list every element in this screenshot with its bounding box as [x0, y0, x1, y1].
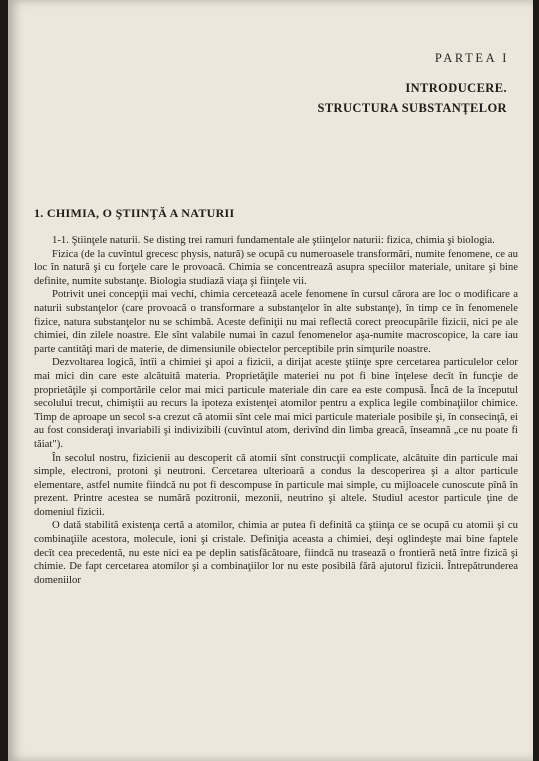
- chapter-title-line-2: STRUCTURA SUBSTANŢELOR: [317, 101, 507, 115]
- paragraph-3: Potrivit unei concepţii mai vechi, chimia cercetează acele fenomene în cursul cărora are loc o modificare a naturii substanţelor (care provoacă o transformare a substanţelor în alte substanţe), în timp ce în fenomenele fizice, natura substanţelor nu se schimbă. Aceste definiţii nu mai reflectă corect preocupările fizicii, nici pe ale chimiei, din zilele noastre. Ele sînt valabile numai în cazul fenomenelor aşa-numite macroscopice, la care iau parte cantităţi mari de materie, de dimensiunile obiectelor perceptibile prin simţurile noastre.: [34, 288, 518, 355]
- paragraph-5: În secolul nostru, fizicienii au descoperit că atomii sînt construcţii complicate, alcătuite din particule mai simple, electroni, protoni şi neutroni. Cercetarea ulterioară a condus la descoperirea şi a altor particule elementare, astfel numite fiindcă nu pot fi descompuse în particule mai simple, cu mijloacele cunoscute pînă în prezent. Printre acestea se numără pozitronii, mezonii, neutrino şi altele. Studiul acestor particule ţine de domeniul fizicii.: [34, 451, 518, 518]
- section-heading: [34, 206, 235, 221]
- paragraph-6: O dată stabilită existenţa certă a atomilor, chimia ar putea fi definită ca ştiinţa ce se ocupă cu atomii şi cu combinaţiile acestora, molecule, ioni şi cristale. Definiţia aceasta a chimiei, deşi oglindeşte mai bine faptele decît cea precedentă, nu este nici ea pe deplin satisfăcătoare, fiindcă nu trasează o frontieră netă între fizică şi chimie. De fapt cercetarea atomilor şi a combinaţiilor lor nu este posibilă fără ajutorul fizicii. Întrepătrunderea domeniilor: [34, 519, 518, 586]
- paragraph-2: Fizica (de la cuvîntul grecesc physis, natură) se ocupă cu numeroasele transformări, numite fenomene, ce au loc în natură şi cu forţele care le provoacă. Chimia se concentrează asupra speciilor materiale, unitare şi bine definite, numite substanţe. Biologia studiază viaţa şi fiinţele vii.: [34, 247, 518, 287]
- paragraph-1: 1-1. Ştiinţele naturii. Se disting trei ramuri fundamentale ale ştiinţelor naturii: fizica, chimia şi biologia.: [52, 234, 495, 246]
- body-text: [34, 234, 518, 587]
- paragraph-4: Dezvoltarea logică, întîi a chimiei şi apoi a fizicii, a dirijat aceste ştiinţe spre cercetarea particulelor celor mai mici din care este alcătuită materia. Proprietăţile materiei nu pot fi bine înţelese decît în funcţie de proprietăţile şi comportările celor mai mici particule materiale din care ea este compusă. Încă de la începutul secolului trecut, chimiştii au recurs la ipoteza existenţei atomilor pentru a explica legile combinaţiilor chimice. Timp de aproape un secol s-a crezut că atomii sînt cele mai mici particule materiale posibile şi, în consecinţă, ei au fost consideraţi invariabili şi indivizibili (cuvîntul atom, derivînd din limba greacă, înseamnă „ce nu poate fi tăiat").: [34, 356, 518, 450]
- section-number: 1.: [34, 206, 44, 220]
- chapter-title: [317, 78, 507, 118]
- section-title-text: CHIMIA, O ŞTIINŢĂ A NATURII: [46, 206, 235, 220]
- part-heading: PARTEA I: [434, 51, 509, 65]
- chapter-title-line-1: INTRODUCERE.: [405, 81, 507, 95]
- book-page: [8, 0, 533, 761]
